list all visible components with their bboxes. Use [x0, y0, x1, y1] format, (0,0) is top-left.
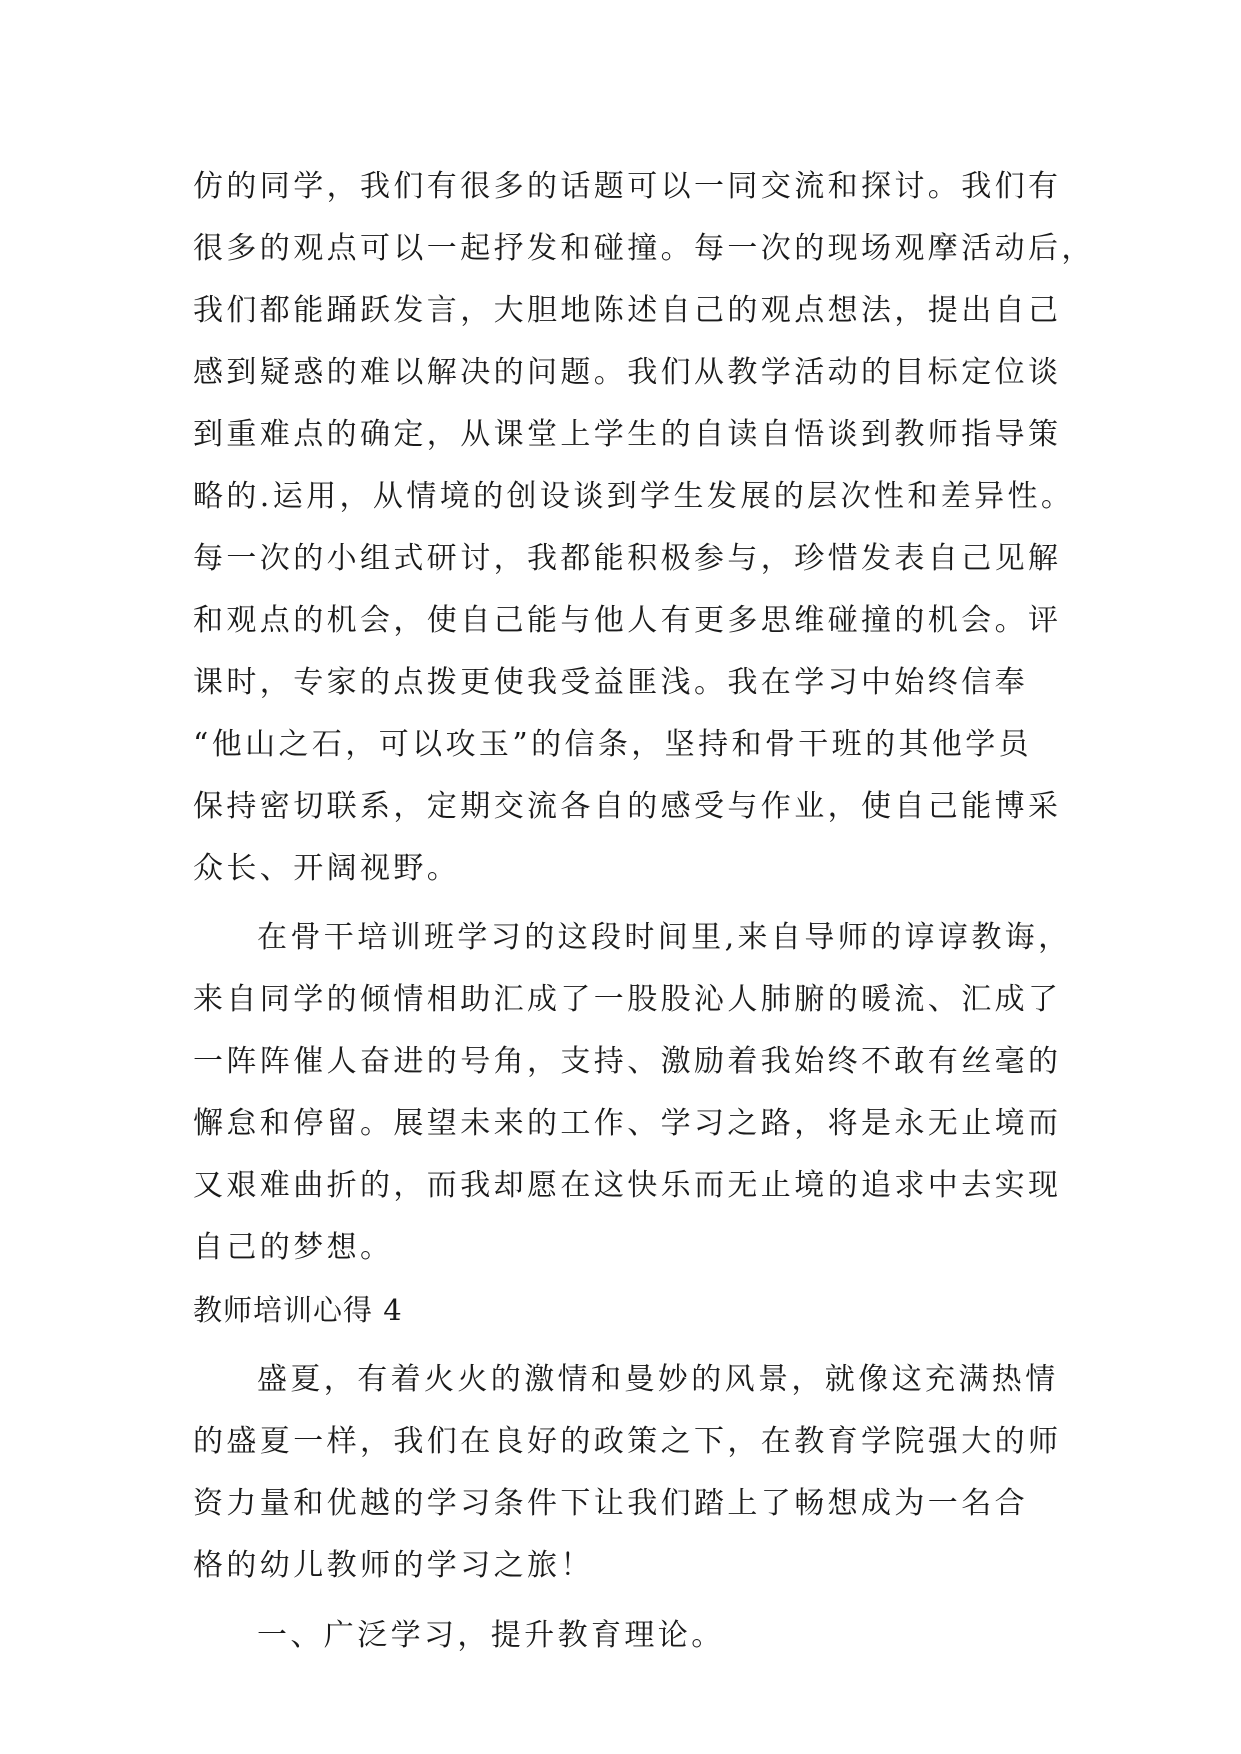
paragraph-line: 盛夏，有着火火的激情和曼妙的风景，就像这充满热情: [257, 1362, 1059, 1397]
paragraph-line: 自己的梦想。: [193, 1230, 394, 1265]
paragraph-line: 来自同学的倾情相助汇成了一股股沁人肺腑的暖流、汇成了: [193, 982, 1062, 1017]
paragraph-line: “他山之石，可以攻玉”的信条，坚持和骨干班的其他学员: [193, 727, 1033, 762]
paragraph-line: 课时，专家的点拨更使我受益匪浅。我在学习中始终信奉: [193, 665, 1028, 700]
paragraph-line: 保持密切联系，定期交流各自的感受与作业，使自己能博采: [193, 789, 1062, 824]
paragraph-line: 略的.运用，从情境的创设谈到学生发展的层次性和差异性。: [193, 479, 1075, 514]
paragraph-line: 在骨干培训班学习的这段时间里,来自导师的谆谆教诲，: [257, 920, 1072, 955]
paragraph-line: 又艰难曲折的，而我却愿在这快乐而无止境的追求中去实现: [193, 1168, 1062, 1203]
paragraph-line: 很多的观点可以一起抒发和碰撞。每一次的现场观摩活动后，: [193, 231, 1095, 266]
paragraph-line: 感到疑惑的难以解决的问题。我们从教学活动的目标定位谈: [193, 355, 1062, 390]
paragraph-line: 和观点的机会，使自己能与他人有更多思维碰撞的机会。评: [193, 603, 1062, 638]
paragraph-line: 格的幼儿教师的学习之旅！: [193, 1548, 594, 1583]
paragraph-line: 仿的同学，我们有很多的话题可以一同交流和探讨。我们有: [193, 169, 1062, 204]
paragraph-line: 懈怠和停留。展望未来的工作、学习之路，将是永无止境而: [193, 1106, 1062, 1141]
paragraph-line: 的盛夏一样，我们在良好的政策之下，在教育学院强大的师: [193, 1424, 1062, 1459]
paragraph-line: 我们都能踊跃发言，大胆地陈述自己的观点想法，提出自己: [193, 293, 1062, 328]
section-heading: 教师培训心得 4: [193, 1293, 403, 1327]
paragraph-line: 一阵阵催人奋进的号角，支持、激励着我始终不敢有丝毫的: [193, 1044, 1062, 1079]
paragraph-line: 众长、开阔视野。: [193, 851, 461, 886]
paragraph-line: 每一次的小组式研讨，我都能积极参与，珍惜发表自己见解: [193, 541, 1062, 576]
paragraph-line: 资力量和优越的学习条件下让我们踏上了畅想成为一名合: [193, 1486, 1028, 1521]
paragraph-line: 到重难点的确定，从课堂上学生的自读自悟谈到教师指导策: [193, 417, 1062, 452]
subheading-line: 一、广泛学习，提升教育理论。: [257, 1618, 725, 1653]
